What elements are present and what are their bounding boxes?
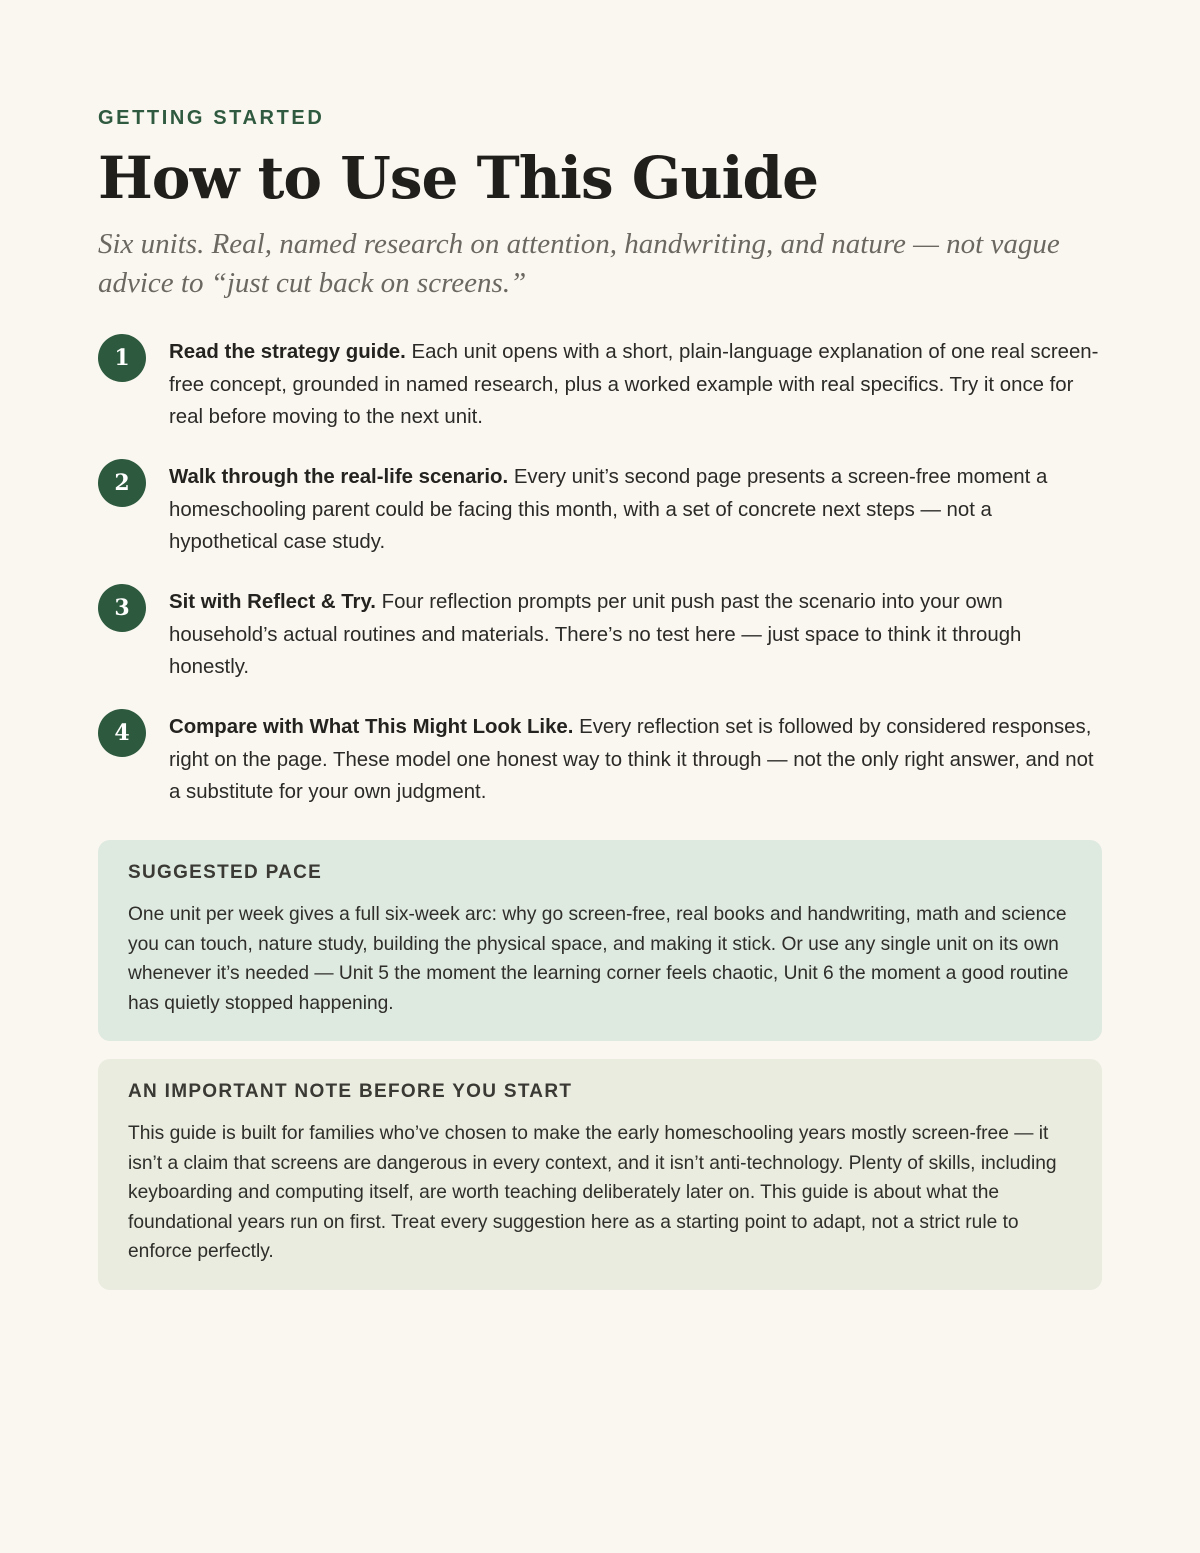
step-body: Each unit opens with a short, plain-language explanation of one real screen-free concept, grounded in named research, plus a worked example with real specifics. Try it once for real before moving to the next unit. [169, 341, 1099, 428]
step-text [169, 711, 1102, 809]
step-title: Compare with What This Might Look Like. [169, 716, 574, 738]
suggested-pace-callout [98, 840, 1102, 1041]
section-eyebrow: GETTING STARTED [98, 107, 325, 129]
step-item [98, 336, 1102, 461]
suggested-pace-body: One unit per week gives a full six-week arc: why go screen-free, real books and handwriting, math and science you can touch, nature study, building the physical space, and making it stick. Or use any single unit on its own whenever it’s needed — Unit 5 the moment the learning corner feels chaotic, Unit 6 the moment a good routine has quietly stopped happening. [128, 904, 1069, 1014]
page-title: How to Use This Guide [98, 144, 819, 212]
step-title: Read the strategy guide. [169, 341, 406, 363]
step-item [98, 586, 1102, 711]
step-body: Every reflection set is followed by considered responses, right on the page. These model one honest way to think it through — not the only right answer, and not a substitute for your own judgment. [169, 716, 1094, 803]
step-number-badge: 2 [98, 459, 146, 507]
step-title: Walk through the real-life scenario. [169, 466, 509, 488]
step-item [98, 711, 1102, 836]
important-note-callout [98, 1059, 1102, 1290]
page-subtitle: Six units. Real, named research on attention, handwriting, and nature — not vague advice to “just cut back on screens.” [98, 228, 1060, 299]
step-body: Every unit’s second page presents a screen-free moment a homeschooling parent could be facing this month, with a set of concrete next steps — not a hypothetical case study. [169, 466, 1048, 553]
step-text [169, 336, 1102, 434]
suggested-pace-heading: SUGGESTED PACE [128, 862, 323, 883]
important-note-heading: AN IMPORTANT NOTE BEFORE YOU START [128, 1081, 573, 1102]
step-text [169, 461, 1102, 559]
step-body: Four reflection prompts per unit push past the scenario into your own household’s actual routines and materials. There’s no test here — just space to think it through honestly. [169, 591, 1022, 678]
step-number-badge: 1 [98, 334, 146, 382]
step-title: Sit with Reflect & Try. [169, 591, 376, 613]
steps-list [98, 336, 1102, 836]
step-text [169, 586, 1102, 684]
step-number-badge: 4 [98, 709, 146, 757]
step-number-badge: 3 [98, 584, 146, 632]
step-item [98, 461, 1102, 586]
important-note-body: This guide is built for families who’ve chosen to make the early homeschooling years mostly screen-free — it isn’t a claim that screens are dangerous in every context, and it isn’t anti-technology. Plenty of skills, including keyboarding and computing itself, are worth teaching deliberately later on. This guide is about what the foundational years run on first. Treat every suggestion here as a starting point to adapt, not a strict rule to enforce perfectly. [128, 1123, 1057, 1262]
